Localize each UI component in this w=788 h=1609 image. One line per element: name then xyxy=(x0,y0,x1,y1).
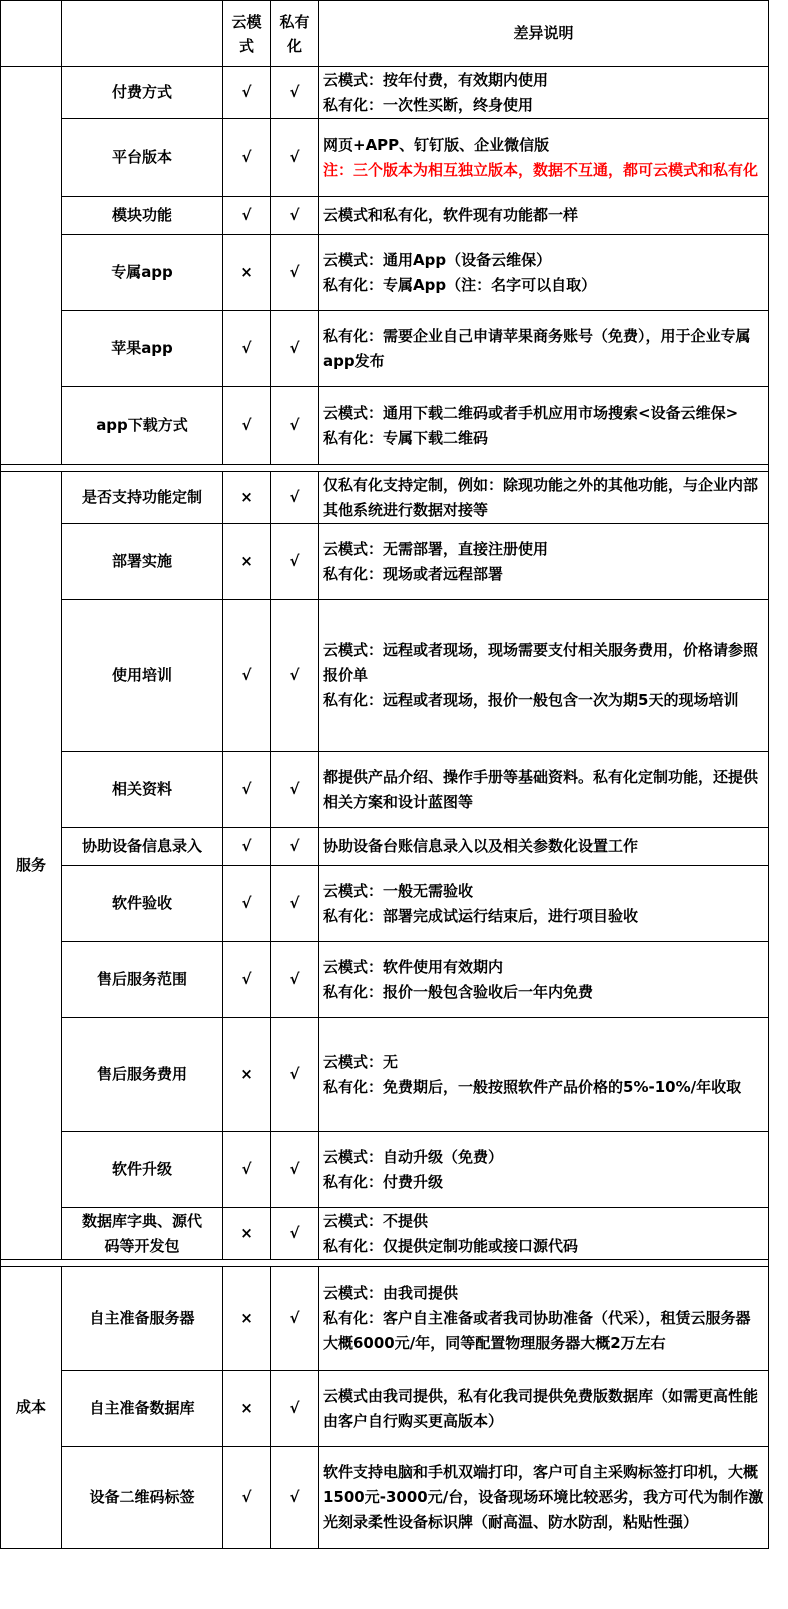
description-line: 私有化：现场或者远程部署 xyxy=(323,564,504,583)
cloud-support-cell: √ xyxy=(223,942,271,1018)
description-line: 云模式：远程或者现场，现场需要支付相关服务费用，价格请参照报价单 xyxy=(323,641,759,684)
description-line: 私有化：远程或者现场，报价一般包含一次为期5天的现场培训 xyxy=(323,691,739,709)
private-support-cell: √ xyxy=(271,119,319,197)
feature-cell: 使用培训 xyxy=(62,600,223,752)
private-support-cell: √ xyxy=(271,1208,319,1260)
feature-cell: 相关资料 xyxy=(62,752,223,828)
header-cloud-cell: 云模式 xyxy=(223,1,271,67)
description-cell xyxy=(319,67,769,119)
category-cell xyxy=(1,67,62,465)
description-cell xyxy=(319,197,769,235)
description-cell xyxy=(319,1018,769,1132)
table-row xyxy=(1,1132,769,1208)
table-row xyxy=(1,1447,769,1549)
private-support-cell: √ xyxy=(271,866,319,942)
description-line: 私有化：需要企业自己申请苹果商务账号（免费），用于企业专属app发布 xyxy=(323,326,751,370)
cloud-support-cell: × xyxy=(223,1208,271,1260)
cloud-support-cell: √ xyxy=(223,311,271,387)
table-row xyxy=(1,1267,769,1371)
private-support-cell: √ xyxy=(271,828,319,866)
table-row xyxy=(1,942,769,1018)
header-row xyxy=(1,1,769,67)
description-line: 私有化：专属下载二维码 xyxy=(323,428,489,447)
section-separator xyxy=(1,1260,769,1267)
description-line: 云模式：不提供 xyxy=(323,1211,429,1230)
cloud-support-cell: × xyxy=(223,235,271,311)
cloud-support-cell: √ xyxy=(223,197,271,235)
feature-cell: 设备二维码标签 xyxy=(62,1447,223,1549)
cloud-support-cell: √ xyxy=(223,387,271,465)
table-row xyxy=(1,67,769,119)
cloud-support-cell: × xyxy=(223,524,271,600)
description-line: 网页+APP、钉钉版、企业微信版 xyxy=(323,135,550,154)
table-row xyxy=(1,1018,769,1132)
description-cell xyxy=(319,119,769,197)
description-line: 都提供产品介绍、操作手册等基础资料。私有化定制功能，还提供相关方案和设计蓝图等 xyxy=(323,767,759,811)
private-support-cell: √ xyxy=(271,1267,319,1371)
header-description-cell: 差异说明 xyxy=(319,1,769,67)
table-row xyxy=(1,1371,769,1447)
description-line: 协助设备台账信息录入以及相关参数化设置工作 xyxy=(323,837,639,855)
header-category-cell xyxy=(1,1,62,67)
description-line: 软件支持电脑和手机双端打印，客户可自主采购标签打印机，大概1500元-3000元/台，设备现场环境比较恶劣，我方可代为制作激光刻录柔性设备标识牌（耐高温、防水防刮，粘贴性强） xyxy=(323,1463,764,1531)
category-cell: 服务 xyxy=(1,472,62,1260)
separator-cell xyxy=(1,1260,769,1267)
private-support-cell: √ xyxy=(271,311,319,387)
cloud-support-cell: √ xyxy=(223,119,271,197)
table-row xyxy=(1,387,769,465)
private-support-cell: √ xyxy=(271,600,319,752)
description-cell xyxy=(319,1267,769,1371)
feature-cell: 苹果app xyxy=(62,311,223,387)
cloud-support-cell: √ xyxy=(223,828,271,866)
description-line: 私有化：免费期后，一般按照软件产品价格的5%-10%/年收取 xyxy=(323,1077,742,1096)
feature-cell: 模块功能 xyxy=(62,197,223,235)
description-line: 云模式：软件使用有效期内 xyxy=(323,957,504,976)
private-support-cell: √ xyxy=(271,197,319,235)
description-cell xyxy=(319,235,769,311)
table-row xyxy=(1,235,769,311)
feature-cell: 自主准备服务器 xyxy=(62,1267,223,1371)
feature-cell: app下载方式 xyxy=(62,387,223,465)
feature-cell: 自主准备数据库 xyxy=(62,1371,223,1447)
private-support-cell: √ xyxy=(271,387,319,465)
description-cell xyxy=(319,1132,769,1208)
table-row xyxy=(1,752,769,828)
private-support-cell: √ xyxy=(271,524,319,600)
header-private-cell: 私有化 xyxy=(271,1,319,67)
description-cell xyxy=(319,1447,769,1549)
table-row xyxy=(1,1208,769,1260)
cloud-support-cell: √ xyxy=(223,1132,271,1208)
private-support-cell: √ xyxy=(271,1132,319,1208)
feature-cell: 专属app xyxy=(62,235,223,311)
cloud-support-cell: × xyxy=(223,472,271,524)
private-support-cell: √ xyxy=(271,1371,319,1447)
feature-cell: 售后服务费用 xyxy=(62,1018,223,1132)
private-support-cell: √ xyxy=(271,235,319,311)
cloud-support-cell: √ xyxy=(223,752,271,828)
description-line: 注：三个版本为相互独立版本，数据不互通，都可云模式和私有化 xyxy=(323,160,759,179)
table-row xyxy=(1,828,769,866)
private-support-cell: √ xyxy=(271,472,319,524)
description-line: 私有化：仅提供定制功能或接口源代码 xyxy=(323,1236,579,1255)
description-line: 私有化：报价一般包含验收后一年内免费 xyxy=(323,982,594,1001)
description-cell xyxy=(319,524,769,600)
description-line: 云模式：通用下载二维码或者手机应用市场搜索<设备云维保> xyxy=(323,403,739,422)
description-line: 云模式：由我司提供 xyxy=(323,1284,459,1302)
table-row xyxy=(1,119,769,197)
description-line: 云模式：无 xyxy=(323,1052,399,1071)
feature-cell: 是否支持功能定制 xyxy=(62,472,223,524)
table-row xyxy=(1,600,769,752)
description-cell xyxy=(319,1208,769,1260)
cloud-support-cell: × xyxy=(223,1267,271,1371)
description-cell xyxy=(319,828,769,866)
cloud-support-cell: √ xyxy=(223,1447,271,1549)
description-line: 私有化：客户自主准备或者我司协助准备（代采），租赁云服务器大概6000元/年，同等配置物理服务器大概2万左右 xyxy=(323,1309,751,1352)
table-row xyxy=(1,197,769,235)
description-line: 私有化：部署完成试运行结束后，进行项目验收 xyxy=(323,906,639,925)
table-row xyxy=(1,524,769,600)
feature-cell: 付费方式 xyxy=(62,67,223,119)
cloud-support-cell: √ xyxy=(223,866,271,942)
cloud-support-cell: × xyxy=(223,1018,271,1132)
section-separator xyxy=(1,465,769,472)
private-support-cell: √ xyxy=(271,1018,319,1132)
description-cell xyxy=(319,387,769,465)
feature-cell: 软件验收 xyxy=(62,866,223,942)
description-line: 仅私有化支持定制，例如：除现功能之外的其他功能，与企业内部其他系统进行数据对接等 xyxy=(323,475,759,519)
description-cell xyxy=(319,600,769,752)
separator-cell xyxy=(1,465,769,472)
description-cell xyxy=(319,752,769,828)
table-row xyxy=(1,866,769,942)
description-line: 云模式：一般无需验收 xyxy=(323,881,474,900)
feature-cell: 平台版本 xyxy=(62,119,223,197)
description-line: 云模式：无需部署，直接注册使用 xyxy=(323,539,549,558)
description-cell xyxy=(319,472,769,524)
description-cell xyxy=(319,311,769,387)
feature-cell: 售后服务范围 xyxy=(62,942,223,1018)
description-line: 云模式和私有化，软件现有功能都一样 xyxy=(323,206,579,224)
description-line: 云模式：按年付费，有效期内使用 xyxy=(323,70,549,89)
private-support-cell: √ xyxy=(271,942,319,1018)
private-support-cell: √ xyxy=(271,1447,319,1549)
cloud-support-cell: √ xyxy=(223,67,271,119)
description-cell xyxy=(319,1371,769,1447)
feature-cell: 软件升级 xyxy=(62,1132,223,1208)
feature-cell: 部署实施 xyxy=(62,524,223,600)
description-cell xyxy=(319,942,769,1018)
cloud-support-cell: √ xyxy=(223,600,271,752)
private-support-cell: √ xyxy=(271,752,319,828)
table-row xyxy=(1,472,769,524)
feature-cell: 协助设备信息录入 xyxy=(62,828,223,866)
table-row xyxy=(1,311,769,387)
description-cell xyxy=(319,866,769,942)
category-cell: 成本 xyxy=(1,1267,62,1549)
description-line: 私有化：专属App（注：名字可以自取） xyxy=(323,275,597,294)
feature-cell: 数据库字典、源代码等开发包 xyxy=(62,1208,223,1260)
description-line: 云模式：通用App（设备云维保） xyxy=(323,250,552,269)
description-line: 私有化：付费升级 xyxy=(323,1172,444,1191)
description-line: 私有化：一次性买断，终身使用 xyxy=(323,95,534,114)
private-support-cell: √ xyxy=(271,67,319,119)
description-line: 云模式由我司提供，私有化我司提供免费版数据库（如需更高性能由客户自行购买更高版本） xyxy=(323,1386,759,1430)
header-feature-cell xyxy=(62,1,223,67)
cloud-support-cell: × xyxy=(223,1371,271,1447)
description-line: 云模式：自动升级（免费） xyxy=(323,1147,504,1166)
